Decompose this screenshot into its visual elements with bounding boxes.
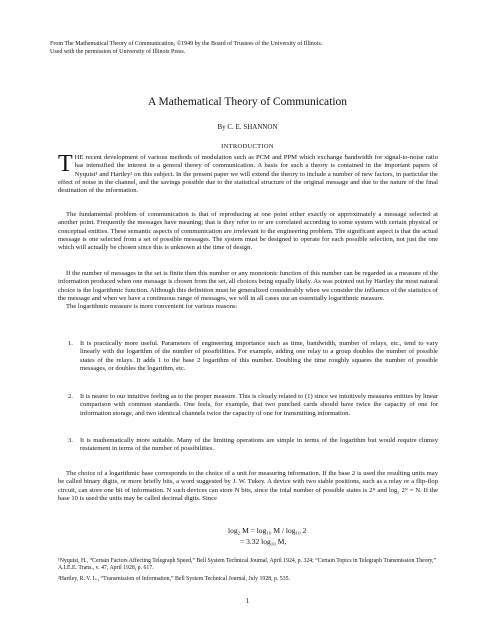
list-item-text: It is mathematically more suitable. Many of the limiting operations are simple in terms of the logarithm but would require clumsy restatement in terms of the number of possibilities. <box>80 437 438 453</box>
list-item-text: It is nearer to our intuitive feeling as to the proper measure. This is closely related to (1) since we intuitively measures entities by linear comparison with common standards. One feels, for example, that two punched cards should have twice the capacity of one for information storage, and two identical channels twice the capacity of one for transmitting information. <box>80 393 438 417</box>
equation-line-1: log₂ M = log₁₀ M / log₁₀ 2 <box>228 526 307 535</box>
list-item-number: 3. <box>68 437 73 444</box>
paragraph-reasons-lead: The logarithmic measure is more convenient for various reasons: <box>66 303 238 311</box>
list-item <box>68 437 438 454</box>
paragraph-log-base: The choice of a logarithmic base corresponds to the choice of a unit for measuring information. If the base 2 is used the resulting units may be called binary digits, or more briefly bits, a word suggested by J. W. Tukey. A device with two stable positions, such as a relay or a flip-flop circuit, can store one bit of information. N such devices can store N bits, since the total number of possible states is 2ᴺ and log₂ 2ᴺ = N. If the base 10 is used the units may be called decimal digits. Since <box>58 470 438 502</box>
page-number: 1 <box>245 597 250 605</box>
copyright-notice <box>50 40 450 56</box>
paragraph-intro <box>58 151 438 195</box>
list-item <box>68 393 438 418</box>
paper-title: A Mathematical Theory of Communication <box>147 96 348 108</box>
paragraph-intro-text: HE recent development of various methods of modulation such as PCM and PPM which exchange bandwidth for signal-to-noise ratio has intensified the interest in a general theory of communication. A basis for such a theory is contained in the important papers of Nyquist¹ and Hartley² on this subject. In the present paper we will extend the theory to include a number of new factors, in particular the effect of noise in the channel, and the savings possible due to the statistical structure of the original message and due to the nature of the final destination of the information. <box>58 154 438 195</box>
paragraph-measure-text: If the number of messages in the set is finite then this number or any monotonic function of this number can be regarded as a measure of the information produced when one message is chosen from the set, all choices being equally likely. As was pointed out by Hartley the most natural choice is the logarithmic function. Although this definition must be generalized considerably when we consider the influence of the statistics of the message and when we have a continuous range of messages, we will in all cases use an essentially logarithmic measure. <box>58 270 438 302</box>
paragraph-measure <box>58 270 438 311</box>
drop-cap: T <box>58 151 73 177</box>
footnote-1: ¹Nyquist, H., “Certain Factors Affecting Telegraph Speed,” Bell System Technical Journal, April 1924, p. 324; “Certain Topics in Telegraph Transmission Theory,” A.I.E.E. Trans., v. 47, April 1928, p. 617. <box>58 558 437 572</box>
footnote-2: ²Hartley, R. V. L., “Transmission of Information,” Bell System Technical Journal, July 1928, p. 535. <box>58 576 290 582</box>
list-item-number: 1. <box>68 340 73 347</box>
list-item <box>68 340 438 373</box>
author-line: By C. E. SHANNON <box>217 123 278 131</box>
list-item-number: 2. <box>68 393 73 400</box>
paragraph-fundamental-problem: The fundamental problem of communication is that of reproducing at one point either exactly or approximately a message selected at another point. Frequently the messages have meaning; that is they refer to or are correlated according to some system with certain physical or conceptual entities. These semantic aspects of communication are irrelevant to the engineering problem. The significant aspect is that the actual message is one selected from a set of possible messages. The system must be designed to operate for each possible selection, not just the one which will actually be chosen since this is unknown at the time of design. <box>58 211 438 252</box>
section-heading: INTRODUCTION <box>221 143 274 150</box>
equation-line-2: = 3.32 log₁₀ M, <box>240 537 287 546</box>
copyright-line-1: From The Mathematical Theory of Communication, ©1949 by the Board of Trustees of the University of Illinois. <box>50 41 323 47</box>
list-item-text: It is practically more useful. Parameters of engineering importance such as time, bandwidth, number of relays, etc., tend to vary linearly with the logarithm of the number of possibilities. For example, adding one relay to a group doubles the number of possible states of the relays. It adds 1 to the base 2 logarithm of this number. Doubling the time roughly squares the number of possible messages, or doubles the logarithm, etc. <box>80 340 438 372</box>
copyright-line-2: Used with the permission of University of Illinois Press. <box>50 49 186 55</box>
